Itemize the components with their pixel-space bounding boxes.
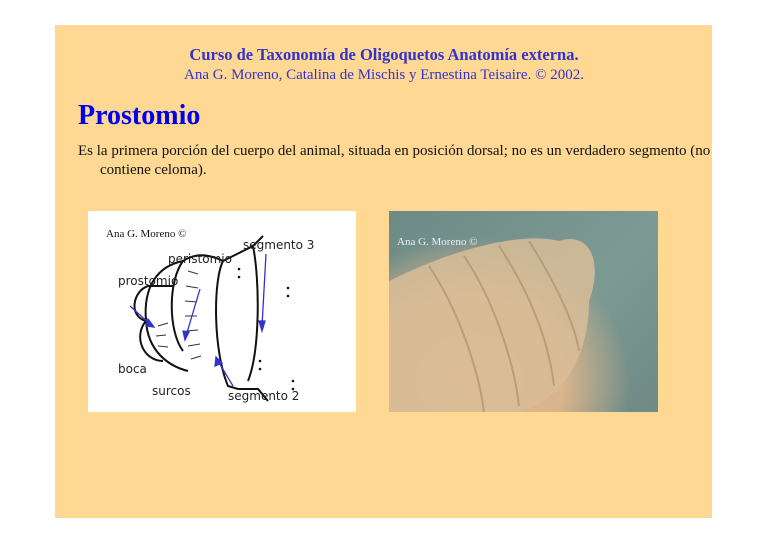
authors-line: Ana G. Moreno, Catalina de Mischis y Ernestina Teisaire. © 2002. <box>184 67 584 83</box>
label-peristomio: peristomio <box>168 252 232 266</box>
section-heading: Prostomio <box>78 100 201 131</box>
label-segmento-3: segmento 3 <box>243 238 315 252</box>
label-surcos: surcos <box>152 384 191 398</box>
course-title: Curso de Taxonomía de Oligoquetos Anatomía externa. <box>189 45 579 64</box>
prostomium-photo <box>389 211 658 412</box>
photo-credit: Ana G. Moreno © <box>397 236 478 248</box>
label-prostomio: prostomio <box>118 274 179 288</box>
label-boca: boca <box>118 362 147 376</box>
prostomium-diagram <box>88 211 356 412</box>
diagram-credit: Ana G. Moreno © <box>106 228 187 240</box>
label-segmento-2: segmento 2 <box>228 389 300 403</box>
section-body: Es la primera porción del cuerpo del animal, situada en posición dorsal; no es un verdadero segmento (no contiene celoma). <box>78 143 711 178</box>
